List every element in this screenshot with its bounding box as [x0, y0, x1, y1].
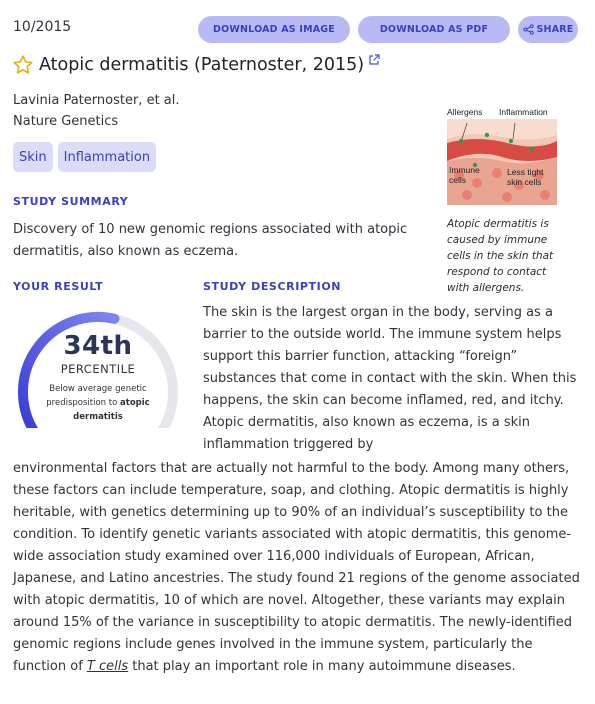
download-image-button[interactable]: [198, 16, 350, 43]
tag-list: [13, 142, 156, 172]
study-description-text: [13, 458, 583, 678]
skin-illustration: [447, 105, 557, 205]
figure-label-less-1: Less tight: [507, 167, 544, 177]
figure-label-less-2: skin cells: [507, 177, 542, 187]
tag-skin[interactable]: Skin: [13, 142, 53, 172]
figure-label-allergens: Allergens: [447, 107, 483, 117]
study-journal: Nature Genetics: [13, 114, 119, 129]
study-summary-heading: STUDY SUMMARY: [13, 195, 129, 208]
figure-label-immune-1: Immune: [449, 165, 480, 175]
study-date: 10/2015: [13, 19, 72, 35]
favorite-star-icon[interactable]: [12, 54, 34, 76]
percentile-description: [34, 382, 162, 424]
download-pdf-label: DOWNLOAD AS PDF: [379, 24, 489, 35]
study-description-text-top: The skin is the largest organ in the body, serving as a barrier to the outside world. The immune system helps support this barrier function, attacking “foreign” substances that come in contact with the skin. When this happens, the skin can become inflamed, red, and itchy. Atopic dermatitis, also known as eczema, is a skin inflammation triggered by: [203, 305, 577, 452]
study-description-body: environmental factors that are actually not harmful to the body. Among many others, these factors can include temperature, soap, and clothing. Atopic dermatitis is highly heritable, with genetics determining up to 90% of an individual’s susceptibility to the condition. To identify genetic variants associated with atopic dermatitis, this genome-wide association study examined over 116,000 individuals of European, African, Japanese, and Latino ancestries. The study found 21 regions of the genome associated with atopic dermatitis, 10 of which are novel. Altogether, these variants may explain around 15% of the variance in susceptibility to atopic dermatitis. The newly-identified genomic regions include genes involved in the immune system, particularly the function of: [13, 461, 580, 674]
download-image-label: DOWNLOAD AS IMAGE: [212, 24, 335, 35]
percentile-desc-text: Below average genetic predisposition to: [46, 384, 147, 408]
percentile-desc-condition: atopic dermatitis: [73, 398, 150, 422]
share-label: SHARE: [536, 24, 574, 35]
study-title-row: [12, 54, 380, 76]
percentile-value: 34th: [63, 331, 133, 361]
share-button[interactable]: [518, 16, 578, 43]
download-pdf-button[interactable]: [358, 16, 510, 43]
page-title: Atopic dermatitis (Paternoster, 2015): [39, 55, 365, 75]
percentile-label: PERCENTILE: [60, 362, 136, 376]
study-description-heading: STUDY DESCRIPTION: [203, 280, 342, 293]
study-summary-text: Discovery of 10 new genomic regions associated with atopic dermatitis, also known as eczema.: [13, 222, 408, 259]
tag-inflammation[interactable]: Inflammation: [58, 142, 156, 172]
external-link-icon[interactable]: [368, 54, 380, 66]
t-cells-link[interactable]: T cells: [86, 659, 129, 674]
study-authors: Lavinia Paternoster, et al.: [13, 93, 180, 108]
your-result-heading: YOUR RESULT: [13, 280, 104, 293]
figure-label-inflammation: Inflammation: [499, 107, 548, 117]
figure-caption: Atopic dermatitis is caused by immune cells in the skin that respond to contact with allergens.: [447, 218, 554, 294]
share-icon: [523, 24, 534, 35]
figure-label-immune-2: cells: [449, 175, 467, 185]
percentile-gauge: [14, 308, 184, 428]
study-description-end: that play an important role in many autoimmune diseases.: [128, 659, 516, 674]
